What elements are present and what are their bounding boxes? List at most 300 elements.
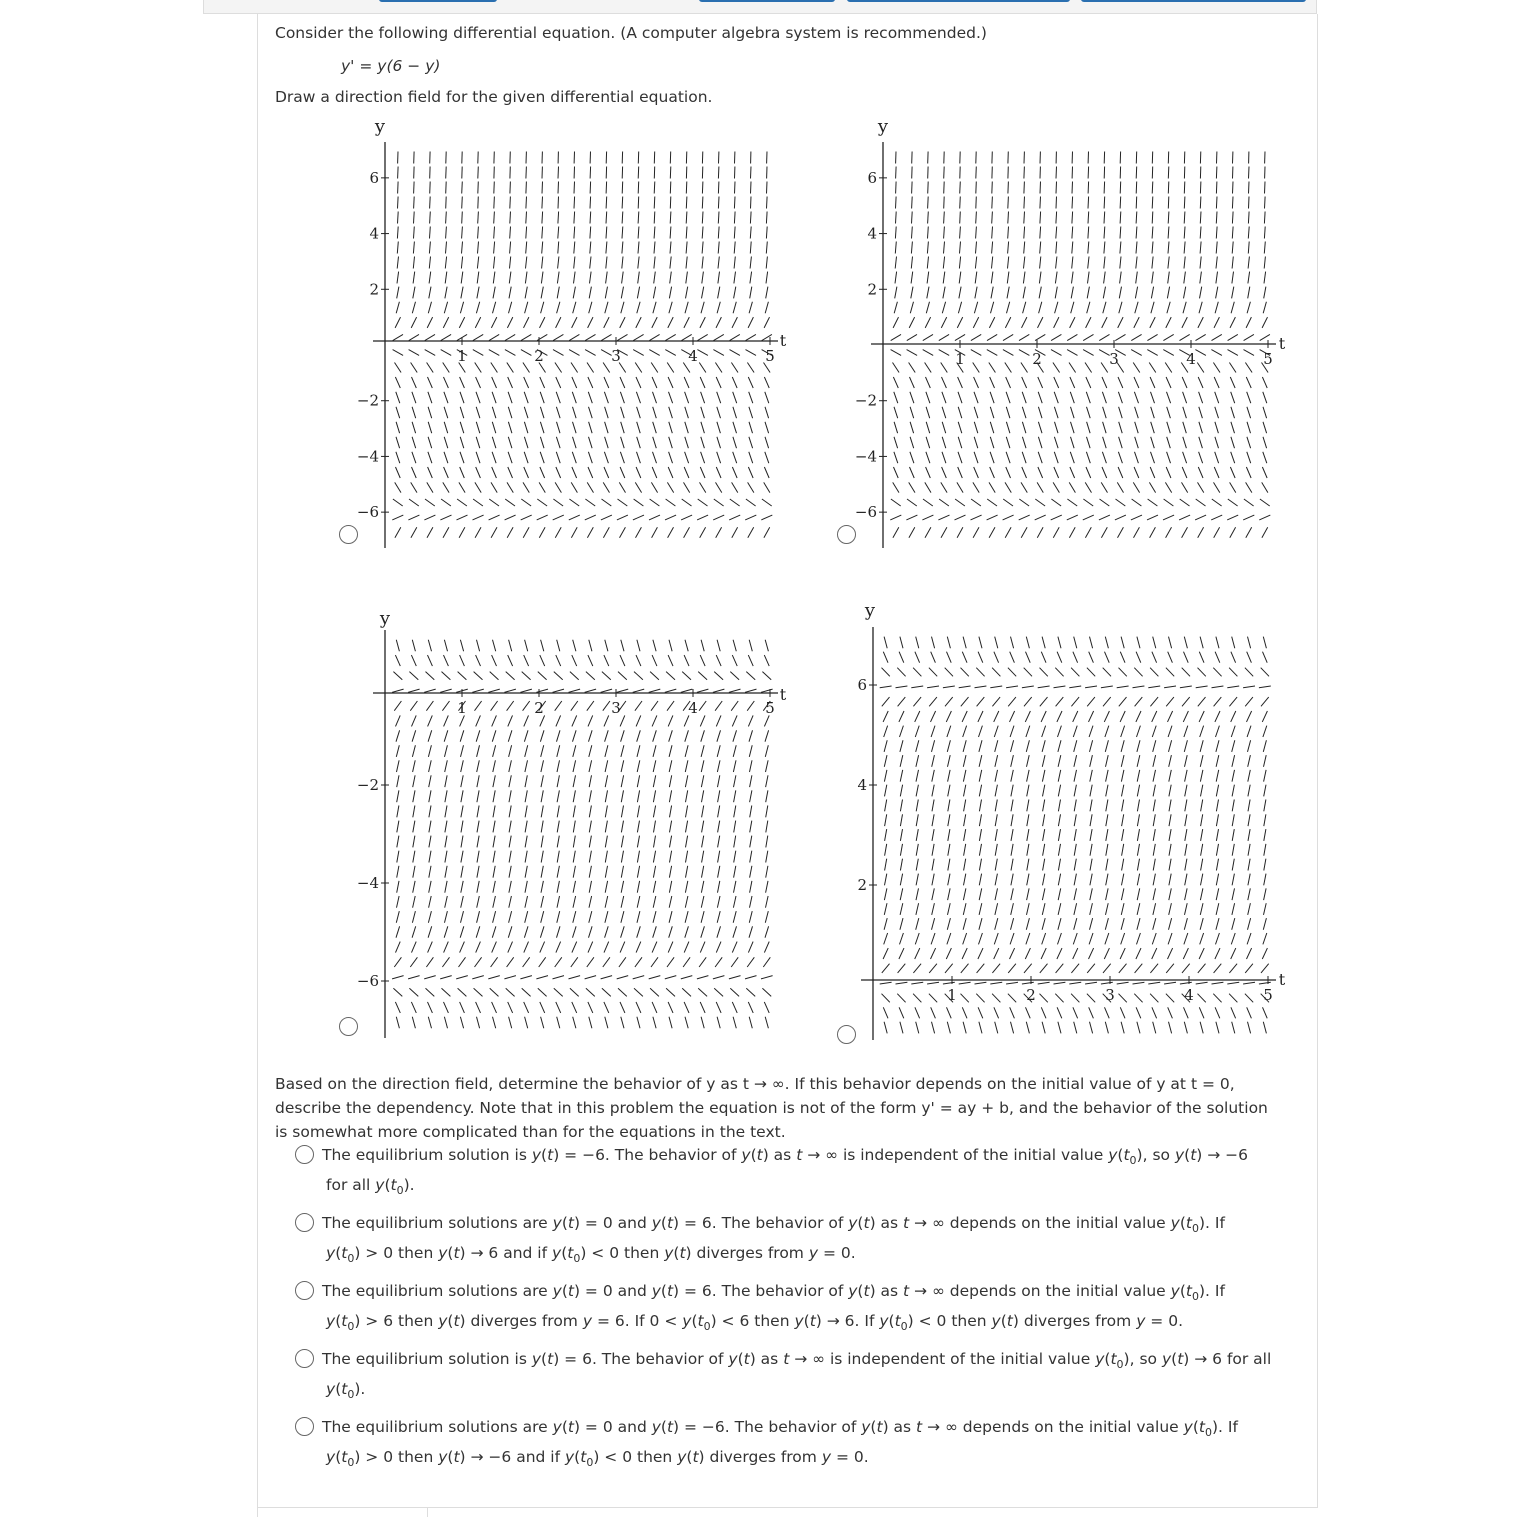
slope-segment [1057, 948, 1062, 959]
slope-segment [962, 948, 967, 959]
slope-segment [1121, 918, 1124, 930]
slope-segment [893, 377, 898, 388]
slope-segment [393, 350, 404, 356]
slope-segment [1147, 334, 1157, 340]
slope-segment [766, 287, 768, 299]
slope-segment [911, 272, 913, 284]
slope-segment [653, 790, 655, 802]
slope-segment [1232, 755, 1235, 767]
slope-segment [716, 942, 721, 953]
answer-option-3-radio[interactable] [295, 1281, 314, 1300]
slope-segment [556, 942, 561, 953]
slope-segment [408, 689, 420, 692]
slope-segment [701, 1017, 704, 1029]
slope-segment [896, 212, 897, 224]
slope-segment [1101, 686, 1113, 688]
slope-segment [1072, 182, 1073, 194]
slope-segment [700, 527, 706, 537]
slope-segment [1010, 711, 1015, 722]
slope-segment [714, 672, 723, 680]
t-tick-label: 4 [1186, 350, 1196, 368]
slope-segment [669, 896, 672, 908]
slope-segment [931, 933, 935, 944]
slope-segment [555, 527, 561, 537]
slope-segment [636, 715, 641, 726]
slope-segment [477, 881, 479, 893]
slope-segment [749, 407, 753, 418]
slope-segment [555, 482, 561, 492]
slope-segment [686, 182, 687, 194]
slope-segment [686, 836, 688, 848]
slope-segment [570, 988, 579, 996]
slope-segment [1051, 350, 1062, 356]
slope-segment [525, 272, 527, 284]
slope-segment [637, 287, 639, 299]
plot-a-radio[interactable] [339, 525, 358, 544]
slope-segment [932, 785, 934, 797]
slope-segment [622, 272, 624, 284]
slope-segment [1071, 302, 1074, 314]
slope-segment [1232, 197, 1233, 209]
slope-segment [730, 499, 740, 506]
slope-segment [649, 350, 659, 356]
slope-segment [733, 437, 737, 448]
slope-segment [1195, 515, 1206, 520]
slope-segment [912, 227, 913, 239]
slope-segment [491, 701, 498, 711]
toolbar-tab-1[interactable] [379, 0, 497, 2]
slope-segment [573, 745, 576, 757]
slope-segment [524, 467, 529, 478]
slope-segment [748, 715, 753, 726]
slope-segment [766, 212, 767, 224]
slope-segment [948, 785, 950, 797]
slope-segment [621, 911, 624, 923]
slope-segment [1232, 740, 1235, 752]
slope-segment [509, 911, 512, 923]
slope-segment [1043, 844, 1045, 856]
slope-segment [622, 212, 623, 224]
slope-segment [620, 467, 625, 478]
slope-segment [428, 467, 433, 478]
y-tick-label: −4 [854, 447, 877, 466]
slope-segment [1232, 918, 1235, 930]
answer-option-2-radio[interactable] [295, 1213, 314, 1232]
slope-segment [557, 760, 560, 772]
slope-segment [444, 452, 448, 463]
slope-segment [1006, 407, 1010, 418]
slope-segment [1054, 407, 1058, 418]
slope-segment [509, 287, 511, 299]
slope-segment [1185, 859, 1187, 871]
slope-segment [653, 437, 657, 448]
slope-segment [427, 482, 433, 492]
slope-segment [1248, 287, 1250, 299]
slope-segment [885, 844, 887, 856]
slope-segment [1083, 334, 1093, 340]
slope-segment [895, 287, 897, 299]
slope-segment [396, 926, 400, 937]
slope-segment [700, 942, 705, 953]
slope-segment [750, 760, 753, 772]
slope-segment [542, 242, 543, 254]
slope-segment [976, 242, 977, 254]
slope-segment [767, 182, 768, 194]
slope-segment [477, 896, 480, 908]
slope-segment [1137, 888, 1140, 900]
slope-segment [979, 874, 981, 886]
slope-segment [927, 982, 939, 984]
slope-segment [524, 942, 529, 953]
slope-segment [445, 775, 447, 787]
slope-segment [1200, 272, 1202, 284]
slope-segment [475, 527, 481, 537]
answer-option-4-radio[interactable] [295, 1349, 314, 1368]
slope-segment [1008, 994, 1016, 1003]
slope-segment [540, 1002, 545, 1013]
slope-segment [1198, 482, 1204, 492]
slope-segment [429, 790, 431, 802]
slope-segment [1019, 350, 1030, 356]
slope-segment [991, 287, 993, 299]
slope-segment [990, 437, 994, 448]
slope-segment [603, 363, 610, 373]
toolbar-tab-4[interactable] [1081, 0, 1306, 2]
slope-segment [765, 437, 769, 448]
slope-segment [573, 302, 576, 314]
t-tick-label: 2 [534, 699, 544, 717]
slope-segment [948, 829, 950, 841]
slope-segment [963, 1022, 966, 1034]
slope-segment [1136, 711, 1141, 722]
slope-segment [653, 881, 655, 893]
slope-segment [906, 515, 917, 520]
slope-segment [1153, 755, 1156, 767]
slope-segment [977, 697, 985, 706]
slope-segment [621, 881, 623, 893]
slope-segment [992, 668, 1000, 677]
slope-segment [1216, 1022, 1219, 1034]
slope-segment [492, 730, 496, 741]
slope-segment [733, 392, 737, 403]
slope-segment [460, 715, 465, 726]
slope-segment [1201, 859, 1203, 871]
slope-segment [539, 482, 545, 492]
slope-segment [960, 212, 961, 224]
slope-segment [476, 467, 481, 478]
slope-segment [1104, 242, 1105, 254]
slope-segment [540, 942, 545, 953]
slope-segment [948, 800, 950, 812]
slope-segment [557, 1017, 560, 1029]
slope-segment [1260, 334, 1270, 340]
slope-segment [1248, 242, 1249, 254]
slope-segment [964, 874, 966, 886]
slope-segment [989, 482, 995, 492]
slope-segment [976, 227, 977, 239]
slope-segment [1183, 948, 1188, 959]
slope-segment [1168, 272, 1170, 284]
slope-segment [910, 302, 913, 314]
t-tick-label: 2 [1032, 350, 1042, 368]
slope-segment [460, 730, 464, 741]
slope-segment [926, 302, 929, 314]
slope-segment [716, 467, 721, 478]
slope-segment [1196, 334, 1206, 340]
slope-segment [992, 697, 1000, 706]
slope-segment [895, 227, 896, 239]
slope-segment [927, 686, 939, 688]
slope-segment [1122, 785, 1124, 797]
slope-segment [731, 957, 738, 967]
slope-segment [926, 467, 931, 478]
slope-segment [1261, 668, 1269, 677]
slope-segment [396, 437, 400, 448]
slope-segment [1151, 452, 1155, 463]
slope-segment [1085, 982, 1097, 984]
slope-segment [1053, 527, 1059, 537]
slope-segment [651, 957, 658, 967]
slope-segment [890, 515, 901, 520]
plot-d-radio[interactable] [837, 1025, 856, 1044]
slope-segment [1026, 918, 1029, 930]
slope-segment [1231, 452, 1235, 463]
slope-segment [765, 745, 768, 757]
plot-b-radio[interactable] [837, 525, 856, 544]
slope-segment [682, 672, 691, 680]
slope-segment [509, 821, 511, 833]
slope-segment [992, 994, 1000, 1003]
slope-segment [979, 918, 982, 930]
slope-segment [1041, 711, 1046, 722]
slope-segment [1056, 182, 1057, 194]
slope-segment [572, 1002, 577, 1013]
slope-segment [1103, 437, 1107, 448]
slope-segment [414, 212, 415, 224]
slope-segment [1247, 392, 1251, 403]
slope-segment [734, 821, 736, 833]
slope-segment [1120, 652, 1125, 663]
slope-segment [884, 770, 887, 782]
slope-segment [1215, 711, 1220, 722]
slope-segment [1167, 452, 1171, 463]
slope-segment [649, 334, 659, 340]
slope-segment [1248, 829, 1250, 841]
slope-segment [900, 933, 904, 944]
slope-segment [428, 911, 431, 923]
slope-segment [1040, 182, 1041, 194]
slope-segment [959, 686, 971, 688]
slope-segment [540, 730, 544, 741]
slope-segment [424, 515, 435, 520]
slope-segment [428, 655, 433, 666]
slope-segment [685, 926, 689, 937]
slope-segment [702, 272, 704, 284]
slope-segment [1103, 668, 1111, 677]
slope-segment [395, 655, 400, 666]
slope-segment [1069, 686, 1081, 688]
slope-segment [585, 334, 595, 340]
slope-segment [1074, 874, 1076, 886]
slope-segment [990, 982, 1002, 984]
slope-segment [409, 672, 418, 680]
slope-segment [1069, 482, 1075, 492]
slope-segment [1196, 499, 1206, 506]
slope-segment [884, 726, 888, 737]
slope-segment [461, 287, 463, 299]
slope-segment [443, 527, 449, 537]
slope-segment [621, 821, 623, 833]
slope-segment [558, 227, 559, 239]
slope-segment [508, 715, 513, 726]
answer-option-1-radio[interactable] [295, 1145, 314, 1164]
slope-segment [1073, 726, 1077, 737]
slope-segment [1216, 197, 1217, 209]
slope-segment [964, 800, 966, 812]
slope-segment [963, 933, 967, 944]
slope-segment [1247, 652, 1252, 663]
slope-segment [895, 272, 897, 284]
slope-segment [893, 363, 900, 373]
slope-segment [574, 242, 575, 254]
slope-segment [1183, 711, 1188, 722]
slope-segment [916, 637, 919, 649]
slope-segment [1195, 350, 1206, 356]
slope-segment [462, 242, 463, 254]
toolbar-tab-2[interactable] [699, 0, 835, 2]
slope-segment [588, 452, 592, 463]
slope-segment [717, 407, 721, 418]
slope-segment [979, 755, 982, 767]
slope-segment [1120, 242, 1121, 254]
slope-segment [459, 527, 465, 537]
slope-segment [494, 242, 495, 254]
slope-segment [684, 467, 689, 478]
slope-segment [1067, 499, 1077, 506]
slope-segment [1247, 933, 1251, 944]
slope-segment [1185, 903, 1188, 915]
slope-segment [1227, 982, 1239, 984]
slope-segment [492, 377, 497, 388]
slope-segment [1152, 257, 1153, 269]
slope-segment [685, 1017, 688, 1029]
slope-segment [1264, 874, 1266, 886]
slope-segment [1232, 242, 1233, 254]
slope-segment [1022, 452, 1026, 463]
slope-segment [1249, 197, 1250, 209]
slope-segment [990, 392, 994, 403]
slope-segment [461, 272, 463, 284]
slope-segment [1058, 1022, 1061, 1034]
slope-segment [526, 212, 527, 224]
answer-option-5-radio[interactable] [295, 1417, 314, 1436]
slope-segment [1011, 770, 1014, 782]
slope-segment [1023, 287, 1025, 299]
slope-segment [958, 392, 962, 403]
slope-segment [765, 407, 769, 418]
slope-segment [730, 988, 739, 996]
slope-segment [964, 829, 966, 841]
slope-segment [926, 377, 931, 388]
slope-segment [589, 866, 591, 878]
slope-segment [882, 994, 890, 1003]
slope-segment [882, 668, 890, 677]
slope-segment [633, 689, 645, 692]
slope-segment [557, 881, 559, 893]
slope-segment [509, 775, 511, 787]
slope-segment [766, 836, 768, 848]
slope-segment [509, 760, 512, 772]
slope-segment [1102, 452, 1106, 463]
slope-segment [1153, 844, 1155, 856]
slope-segment [636, 1002, 641, 1013]
slope-segment [1199, 302, 1202, 314]
slope-segment [686, 287, 688, 299]
slope-segment [974, 467, 979, 478]
slope-segment [492, 407, 496, 418]
slope-segment [1247, 407, 1251, 418]
slope-segment [1042, 888, 1045, 900]
slope-segment [1180, 982, 1192, 984]
slope-segment [718, 775, 720, 787]
slope-segment [508, 942, 513, 953]
toolbar-tab-3[interactable] [847, 0, 1070, 2]
slope-segment [601, 350, 612, 356]
slope-segment [745, 976, 757, 979]
slope-segment [1086, 392, 1090, 403]
slope-segment [462, 227, 463, 239]
slope-segment [971, 499, 981, 506]
slope-segment [475, 701, 482, 711]
slope-segment [1264, 257, 1265, 269]
slope-segment [733, 760, 736, 772]
slope-segment [1042, 770, 1045, 782]
slope-segment [681, 976, 693, 979]
slope-segment [1026, 1007, 1031, 1018]
direction-field-plot-b [838, 110, 1318, 550]
slope-segment [959, 287, 961, 299]
slope-segment [1263, 726, 1267, 737]
slope-segment [460, 640, 463, 652]
slope-segment [1090, 1022, 1093, 1034]
slope-segment [685, 437, 689, 448]
slope-segment [1185, 770, 1188, 782]
slope-segment [444, 377, 449, 388]
slope-segment [1211, 515, 1222, 520]
slope-segment [1200, 637, 1203, 649]
direction-field-a-svg [340, 110, 820, 550]
slope-segment [735, 182, 736, 194]
slope-segment [682, 988, 691, 996]
slope-segment [553, 689, 565, 692]
slope-segment [430, 212, 431, 224]
slope-segment [520, 976, 532, 979]
slope-segment [734, 197, 735, 209]
slope-segment [670, 257, 671, 269]
slope-segment [1166, 317, 1171, 328]
slope-segment [764, 715, 769, 726]
slope-segment [1248, 874, 1250, 886]
slope-segment [1073, 933, 1077, 944]
slope-segment [1038, 422, 1042, 433]
slope-segment [991, 272, 993, 284]
slope-segment [413, 257, 414, 269]
slope-segment [729, 689, 741, 692]
plot-c-radio[interactable] [339, 1017, 358, 1036]
slope-segment [765, 452, 769, 463]
slope-segment [750, 881, 752, 893]
slope-segment [1259, 686, 1271, 688]
